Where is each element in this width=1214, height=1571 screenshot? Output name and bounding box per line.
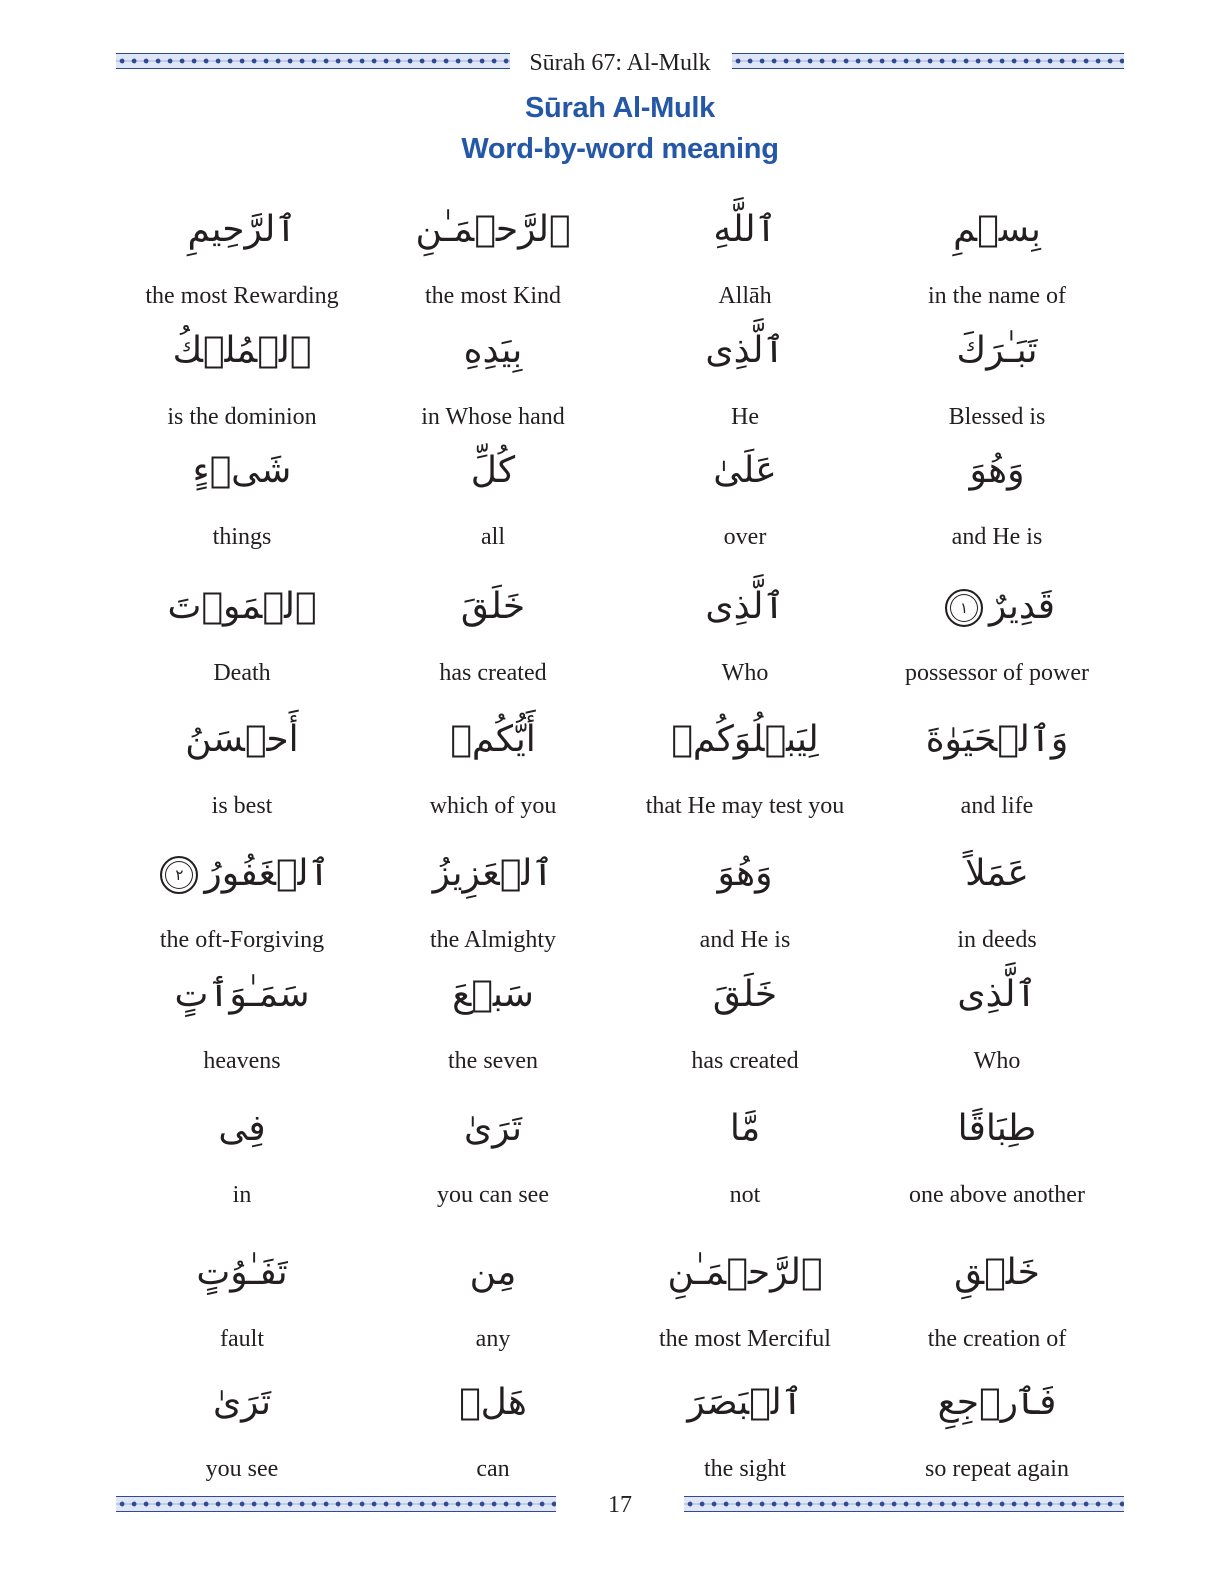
english-meaning: in the name of — [928, 283, 1066, 309]
arabic-word-text: ٱلَّذِى — [957, 974, 1037, 1015]
arabic-word — [363, 1101, 623, 1157]
arabic-word — [112, 967, 372, 1023]
english-meaning: and He is — [699, 927, 791, 953]
word-cell — [615, 712, 875, 820]
arabic-word — [867, 579, 1127, 635]
page-title: Sūrah Al-Mulk — [525, 92, 715, 124]
arabic-word-text: فِى — [218, 1108, 266, 1149]
english-meaning: has created — [439, 660, 547, 686]
arabic-word — [615, 1375, 875, 1431]
arabic-word — [615, 1101, 875, 1157]
word-cell — [112, 202, 372, 310]
word-cell — [615, 846, 875, 954]
arabic-word — [615, 846, 875, 902]
english-meaning: the Almighty — [430, 927, 556, 953]
page-number: 17 — [608, 1492, 632, 1518]
english-meaning: you see — [205, 1456, 279, 1482]
arabic-word-text: تَرَىٰ — [463, 1108, 523, 1149]
word-cell — [867, 1101, 1127, 1209]
arabic-word — [363, 1245, 623, 1301]
arabic-word — [112, 443, 372, 499]
arabic-word-text: ٱلرَّحِيمِ — [187, 209, 297, 250]
arabic-word-text: أَحۡسَنُ — [185, 719, 299, 760]
arabic-word — [112, 1375, 372, 1431]
running-head: Sūrah 67: Al-Mulk — [529, 50, 711, 76]
word-cell — [615, 1245, 875, 1353]
word-cell — [112, 712, 372, 820]
arabic-word — [615, 579, 875, 635]
word-cell — [615, 1101, 875, 1209]
arabic-word-text: سَمَـٰوَٲتٍ — [174, 974, 310, 1015]
word-cell — [363, 967, 623, 1075]
english-meaning: not — [729, 1182, 761, 1208]
arabic-word-text: ٱللَّهِ — [713, 209, 777, 250]
english-meaning: the most Merciful — [659, 1326, 831, 1352]
arabic-word — [363, 202, 623, 258]
arabic-word — [867, 846, 1127, 902]
word-cell — [363, 443, 623, 551]
word-cell — [112, 323, 372, 431]
word-cell — [615, 579, 875, 687]
english-meaning: so repeat again — [925, 1456, 1069, 1482]
word-cell — [112, 846, 372, 954]
english-meaning: can — [476, 1456, 510, 1482]
arabic-word — [363, 1375, 623, 1431]
arabic-word-text: ٱلۡغَفُورُ — [204, 853, 330, 894]
arabic-word-text: ٱلَّذِى — [705, 586, 785, 627]
arabic-word-text: قَدِيرٌ — [989, 586, 1055, 627]
english-meaning: one above another — [909, 1182, 1085, 1208]
word-cell — [867, 202, 1127, 310]
arabic-word — [363, 712, 623, 768]
english-meaning: over — [723, 524, 767, 550]
arabic-word-text: سَبۡعَ — [452, 974, 534, 1015]
english-meaning: Who — [973, 1048, 1021, 1074]
arabic-word-text: ٱلۡمَوۡتَ — [167, 586, 317, 627]
word-cell — [867, 323, 1127, 431]
word-cell — [867, 712, 1127, 820]
english-meaning: heavens — [203, 1048, 281, 1074]
word-cell — [112, 1245, 372, 1353]
word-cell — [112, 579, 372, 687]
english-meaning: the creation of — [927, 1326, 1067, 1352]
arabic-word — [867, 1245, 1127, 1301]
arabic-word — [615, 712, 875, 768]
arabic-word — [867, 712, 1127, 768]
word-cell — [867, 1245, 1127, 1353]
word-cell — [615, 967, 875, 1075]
arabic-word-text: طِبَاقًا — [957, 1108, 1037, 1149]
word-cell — [112, 1375, 372, 1483]
word-cell — [615, 1375, 875, 1483]
word-cell — [867, 1375, 1127, 1483]
arabic-word — [112, 712, 372, 768]
english-meaning: has created — [691, 1048, 799, 1074]
page-subtitle: Word-by-word meaning — [461, 133, 779, 165]
arabic-word — [615, 1245, 875, 1301]
english-meaning: in — [232, 1182, 252, 1208]
ayah-number-icon: ١ — [945, 589, 983, 627]
word-cell — [363, 846, 623, 954]
word-cell — [615, 202, 875, 310]
english-meaning: that He may test you — [645, 793, 845, 819]
arabic-word-text: خَلۡقِ — [954, 1252, 1040, 1293]
arabic-word-text: ٱلرَّحۡمَـٰنِ — [667, 1252, 823, 1293]
english-meaning: and life — [960, 793, 1034, 819]
arabic-word — [112, 846, 372, 902]
arabic-word — [363, 443, 623, 499]
arabic-word — [867, 1101, 1127, 1157]
arabic-word — [112, 202, 372, 258]
english-meaning: the seven — [448, 1048, 538, 1074]
arabic-word-text: عَلَىٰ — [713, 450, 777, 491]
english-meaning: in Whose hand — [421, 404, 565, 430]
arabic-word-text: خَلَقَ — [712, 974, 778, 1015]
word-cell — [615, 323, 875, 431]
english-meaning: Who — [721, 660, 769, 686]
english-meaning: in deeds — [957, 927, 1037, 953]
word-cell — [615, 443, 875, 551]
english-meaning: Death — [213, 660, 271, 686]
word-cell — [112, 967, 372, 1075]
arabic-word — [615, 967, 875, 1023]
ayah-number-icon: ٢ — [160, 856, 198, 894]
arabic-word-text: مَّا — [729, 1108, 761, 1149]
word-cell — [112, 443, 372, 551]
arabic-word-text: بِسۡمِ — [953, 209, 1041, 250]
arabic-word — [112, 1101, 372, 1157]
arabic-word-text: عَمَلاً — [965, 853, 1029, 894]
english-meaning: the most Kind — [425, 283, 561, 309]
arabic-word — [867, 443, 1127, 499]
arabic-word — [615, 443, 875, 499]
english-meaning: all — [481, 524, 505, 550]
arabic-word — [112, 1245, 372, 1301]
english-meaning: and He is — [951, 524, 1043, 550]
english-meaning: fault — [220, 1326, 264, 1352]
english-meaning: is best — [211, 793, 273, 819]
arabic-word — [112, 579, 372, 635]
arabic-word — [615, 202, 875, 258]
arabic-word-text: تَرَىٰ — [212, 1382, 272, 1423]
arabic-word-text: أَيُّكُمۡ — [450, 719, 536, 760]
word-cell — [363, 1101, 623, 1209]
english-meaning: the oft-Forgiving — [159, 927, 325, 953]
arabic-word-text: هَلۡ — [459, 1382, 527, 1423]
arabic-word-text: خَلَقَ — [460, 586, 526, 627]
arabic-word-text: شَىۡءٍ — [192, 450, 292, 491]
arabic-word-text: بِيَدِهِ — [463, 330, 523, 371]
english-meaning: is the dominion — [167, 404, 317, 430]
arabic-word-text: تَبَـٰرَكَ — [956, 330, 1038, 371]
word-cell — [363, 323, 623, 431]
arabic-word — [363, 579, 623, 635]
english-meaning: which of you — [429, 793, 557, 819]
arabic-word-text: وَٱلۡحَيَوٰةَ — [925, 719, 1069, 760]
arabic-word — [363, 967, 623, 1023]
word-cell — [867, 443, 1127, 551]
arabic-word — [615, 323, 875, 379]
arabic-word — [112, 323, 372, 379]
word-cell — [867, 846, 1127, 954]
word-cell — [363, 1245, 623, 1353]
english-meaning: you can see — [437, 1182, 549, 1208]
word-cell — [363, 712, 623, 820]
arabic-word-text: ٱلۡبَصَرَ — [687, 1382, 803, 1423]
arabic-word-text: ٱلۡعَزِيزُ — [432, 853, 554, 894]
word-cell — [363, 1375, 623, 1483]
arabic-word-text: مِن — [469, 1252, 517, 1293]
arabic-word-text: تَفَـٰوُتٍ — [196, 1252, 288, 1293]
arabic-word-text: فَٱرۡجِعِ — [937, 1382, 1057, 1423]
arabic-word — [867, 323, 1127, 379]
arabic-word — [867, 202, 1127, 258]
english-meaning: any — [475, 1326, 511, 1352]
arabic-word — [363, 323, 623, 379]
arabic-word — [363, 846, 623, 902]
arabic-word-text: ٱلرَّحۡمَـٰنِ — [415, 209, 571, 250]
word-cell — [112, 1101, 372, 1209]
arabic-word-text: لِيَبۡلُوَكُمۡ — [671, 719, 819, 760]
english-meaning: the most Rewarding — [145, 283, 339, 309]
arabic-word-text: كُلِّ — [470, 450, 516, 491]
english-meaning: He — [731, 404, 759, 430]
arabic-word — [867, 1375, 1127, 1431]
english-meaning: possessor of power — [905, 660, 1089, 686]
english-meaning: the sight — [704, 1456, 786, 1482]
english-meaning: Allāh — [718, 283, 772, 309]
english-meaning: things — [212, 524, 272, 550]
arabic-word-text: ٱلۡمُلۡكُ — [172, 330, 312, 371]
word-cell — [363, 202, 623, 310]
arabic-word-text: وَهُوَ — [717, 853, 773, 894]
arabic-word — [867, 967, 1127, 1023]
arabic-word-text: وَهُوَ — [969, 450, 1025, 491]
english-meaning: Blessed is — [948, 404, 1046, 430]
word-cell — [363, 579, 623, 687]
word-cell — [867, 579, 1127, 687]
word-cell — [867, 967, 1127, 1075]
arabic-word-text: ٱلَّذِى — [705, 330, 785, 371]
